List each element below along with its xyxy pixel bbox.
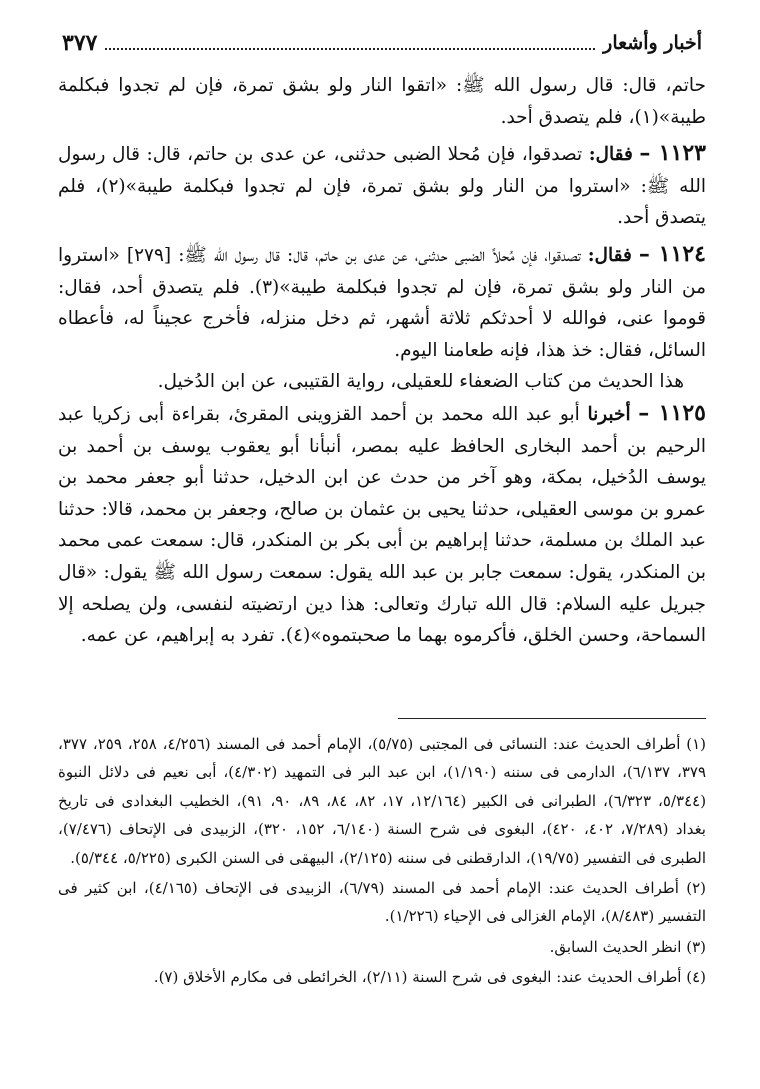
source-note: هذا الحديث من كتاب الضعفاء للعقيلى، رواية القتيبى، عن ابن الدُخيل. [157,371,684,393]
hadith-1125 [58,398,706,652]
footnotes [58,730,706,992]
hadith-lead: فقال: [588,144,633,166]
hadith-number: ١١٢٥ – [638,399,706,426]
hadith-number: ١١٢٤ – [638,240,706,267]
hadith-lead: أخبرنا [587,403,631,425]
hadith-1124 [58,239,706,366]
header-dot-leader [105,48,595,50]
hadith-text: تصدقوا، فإن مُحلا الضبى حدثنى، عن عدى بن حاتم، قال: قال رسول الله ﷺ: «استروا من النار ولو بشق تمرة، فإن لم تجدوا فبكلمة طيبة»(٢)، فلم يتصدق أحد. [58,144,706,229]
footnote-3: (٣) انظر الحديث السابق. [549,937,706,956]
hadith-text: أبو عبد الله محمد بن أحمد القزوينى المقرئ، بقراءة أبى زكريا عبد الرحيم بن أحمد البخارى الحافظ عليه بمصر، أنبأنا أبو يعقوب يوسف بن أحمد بن يوسف الدُخيل، بمكة، وهو آخر من حدث عن ابن الدخيل، حدثنا أبو جعفر محمد بن عمرو بن موسى العقيلى، حدثنا يحيى بن عثمان بن صالح، وجعفر بن محمد، قالا: حدثنا عبد الملك بن مسلمة، حدثنا إبراهيم بن أبى بكر بن المنكدر، قال: سمعت عمى محمد بن المنكدر، يقول: سمعت جابر بن عبد الله يقول: سمعت رسول الله ﷺ يقول: «قال جبريل عليه السلام: قال الله تبارك وتعالى: هذا دين ارتضيته لنفسى، ولن يصلحه إلا السماحة، وحسن الخلق، فأكرموه بهما ما صحبتموه»(٤). تفرد به إبراهيم، عن عمه. [58,403,706,647]
hadith-lead: فقال: [587,244,632,266]
footnote-1: (١) أطراف الحديث عند: النسائى فى المجتبى (٥/٧٥)، الإمام أحمد فى المسند (٤/٢٥٦، ٢٥٨، ٢٥٩، ٣٧٧، ٣٧٩، ٦/١٣٧)، الدارمى فى سننه (١/١٩٠)، ابن عبد البر فى التمهيد (٤/٣٠٢)، أبى نعيم فى دلائل النبوة (٥/٣٤٤، ٦/٣٢٣)، الطبرانى فى الكبير (١٢/١٦٤، ١٧، ٨٢، ٨٤، ٨٩، ٩٠، ٩١)، الخطيب البغدادى فى تاريخ بغداد (٧/٢٨٩، ٤٠٢، ٤٢٠)، البغوى فى شرح السنة (٦/١٤٠، ١٥٢، ٣٢٠)، الزبيدى فى الإتحاف (٧/٤٧٦)، الطبرى فى التفسير (١٩/٧٥)، الدارقطنى فى سننه (٢/١٢٥)، البيهقى فى السنن الكبرى (٥/٢٢٥، ٥/٣٤٤). [58,735,707,867]
header-title: أخبار وأشعار [603,32,702,54]
page-number: ٣٧٧ [62,30,98,56]
footnote-4: (٤) أطراف الحديث عند: البغوى فى شرح السنة (٢/١١)، الخرائطى فى مكارم الأخلاق (٧). [153,968,706,987]
running-header [62,28,702,58]
hadith-1123 [58,138,706,234]
hadith-number: ١١٢٣ – [639,140,706,167]
footnote-separator [398,718,706,719]
main-text [58,70,706,652]
paragraph-continuation: حاتم، قال: قال رسول الله ﷺ: «اتقوا النار ولو بشق تمرة، فإن لم تجدوا فبكلمة طيبة»(١)، فلم يتصدق أحد. [58,75,706,128]
hadith-text: تصدقوا، فإن مُحلاً الضبى حدثنى، عن عدى بن حاتم، قال: قال رسول الله ﷺ: [٢٧٩] «استروا من النار ولو بشق تمرة، فإن لم تجدوا فبكلمة طيبة»(٣). فلم يتصدق أحد، فقال: قوموا عنى، فوالله لا أحدثكم ثلاثة أشهر، ثم دخل منزله، فأخرج عجيناً له، فأعطاه السائل، فقال: خذ هذا، فإنه طعامنا اليوم. [58,244,707,361]
footnote-2: (٢) أطراف الحديث عند: الإمام أحمد فى المسند (٦/٧٩)، الزبيدى فى الإتحاف (٤/١٦٥)، ابن كثير فى التفسير (٨/٤٨٣)، الإمام الغزالى فى الإحياء (١/٢٢٦). [58,879,707,926]
